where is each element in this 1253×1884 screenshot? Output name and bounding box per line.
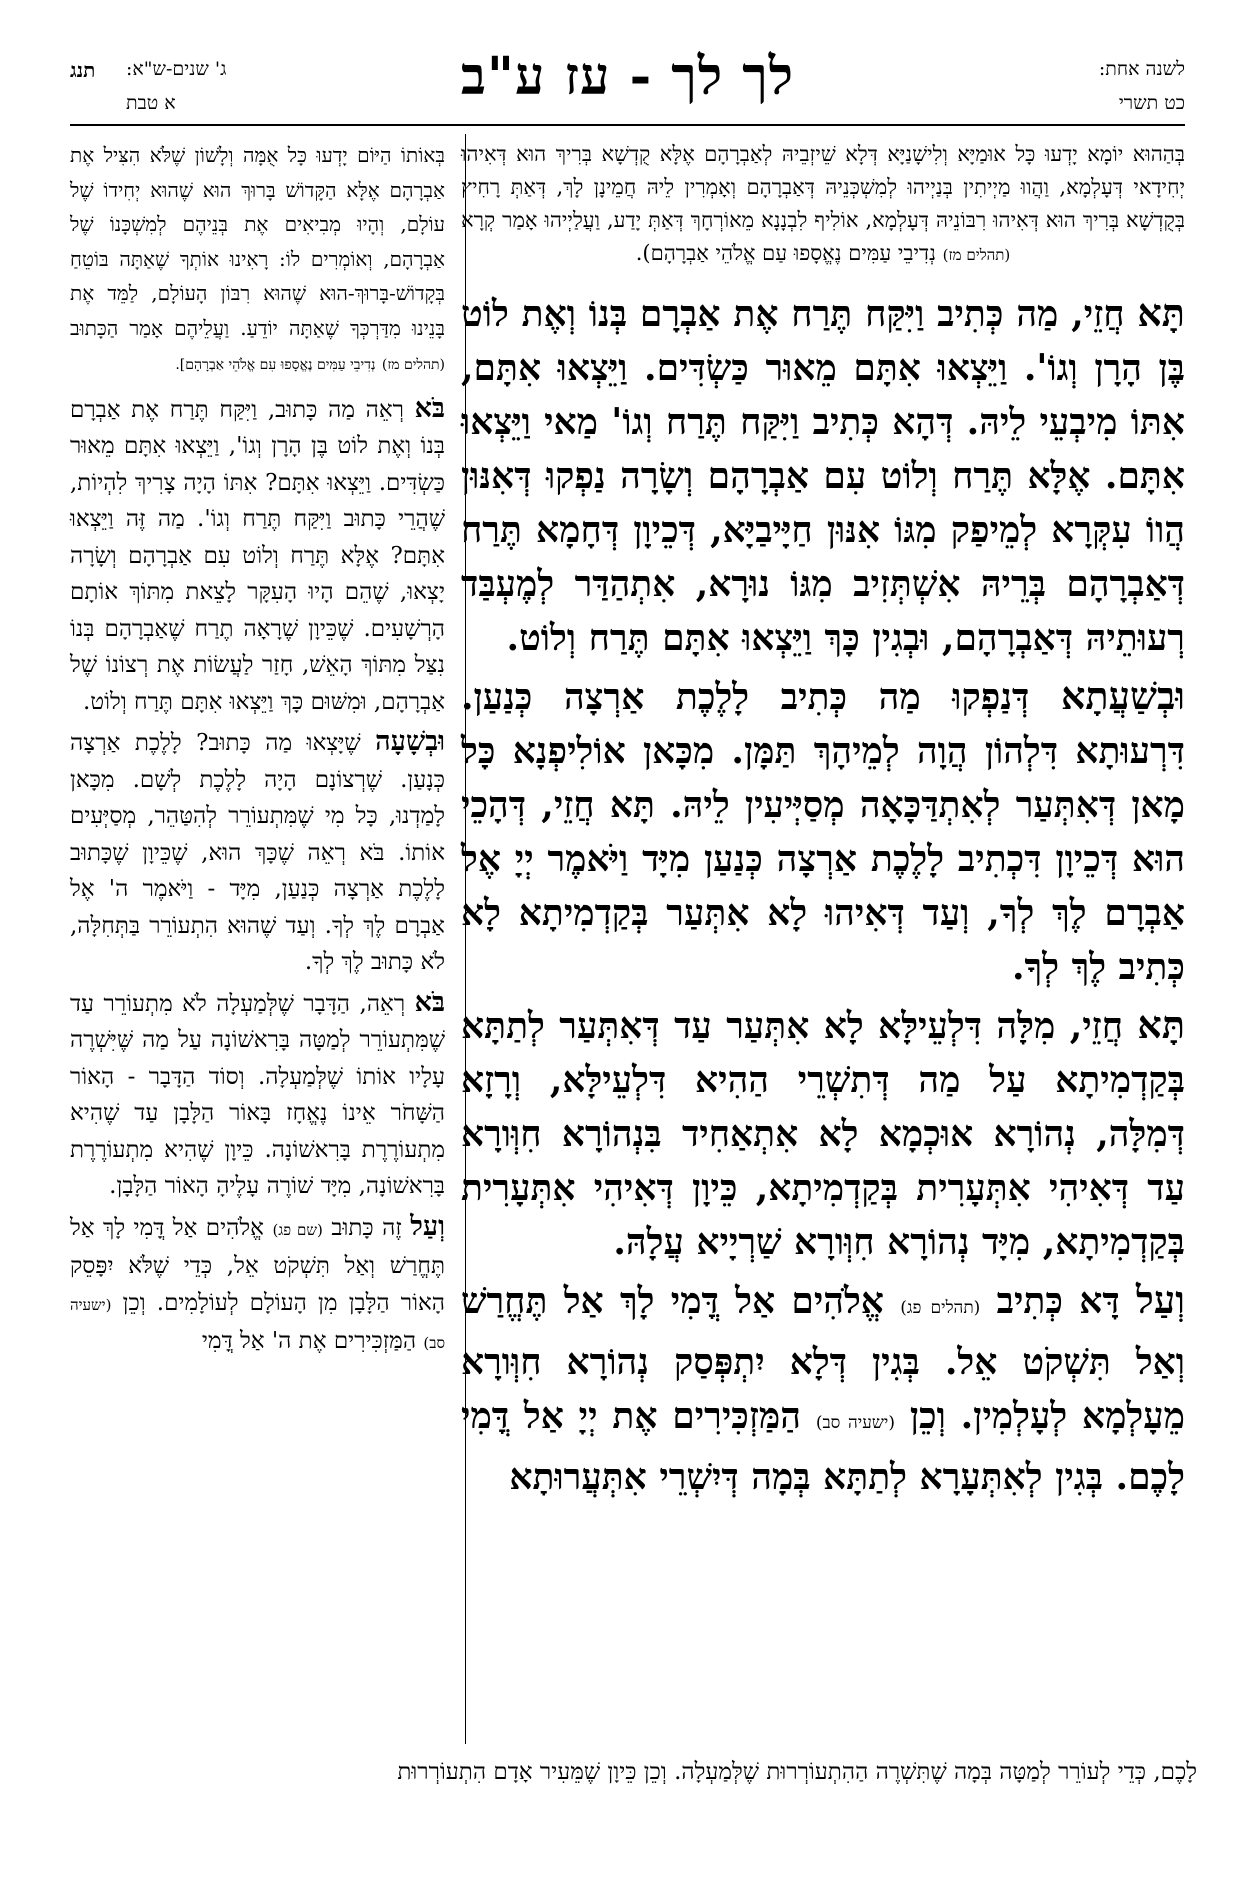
- citation: (ישעיה סב): [70, 1295, 445, 1352]
- bottom-continuation-line: לָכֶם, כְּדֵי לְעוֹרֵר לְמַטָּה בְּמָה שֶׁתִּשְׁרֶה הַהִתְעוֹרְרוּת שֶׁלְּמַעְלָה. וְכֵן כֵּיוָן שֶׁמֵּעִיר אָדָם הִתְעוֹרְרוּת: [397, 1759, 1197, 1785]
- paragraph-lead-word: וּבְשַׁעֲתָא: [1060, 673, 1185, 718]
- paragraph-text: הַמַּזְכִּירִים אֶת יְיָ אַל דֳּמִי לָכֶם. בְּגִין לְאִתְּעָרָא לְתַתָּא בְּמָה דְּיִשְׁרֵי אִתְּעֲרוּתָא: [461, 1395, 1185, 1498]
- paragraph-text: שֶׁיָּצְאוּ מַה כָּתוּב? לָלֶכֶת אַרְצָה כְּנָעַן. שֶׁרְצוֹנָם הָיָה לָלֶכֶת לְשָׁם. מִכָּאן לָמַדְנוּ, כָּל מִי שֶׁמִּתְעוֹרֵר לְהִטַּהֵר, מְסַיְּעִים אוֹתוֹ. בֹּא רְאֵה שֶׁכָּךְ הוּא, שֶׁכֵּיוָן שֶׁכָּתוּב לָלֶכֶת אַרְצָה כְּנַעַן, מִיָּד - וַיֹּאמֶר ה' אֶל אַבְרָם לֶךְ לְךָ. וְעַד שֶׁהוּא הִתְעוֹרֵר בַּתְּחִלָּה, לֹא כָּתוּב לֶךְ לְךָ.: [70, 730, 445, 975]
- translation-paragraph-1: [70, 391, 445, 721]
- zohar-paragraph-3: [461, 998, 1185, 1269]
- paragraph-lead-word: וְעַל: [410, 1210, 446, 1242]
- schedule-three-years: ג' שנים-ש"א:: [126, 58, 227, 80]
- zohar-paragraph-4: [461, 1273, 1185, 1504]
- page-number: תנג: [70, 58, 96, 82]
- translation-text-end: נְדִיבֵי עַמִּים נֶאֱסָפוּ עִם אֱלֹהֵי אַבְרָהָם].: [175, 357, 376, 373]
- citation: (ישעיה סב): [815, 1413, 895, 1433]
- translation-paragraph-4: [70, 1209, 445, 1362]
- citation: (שם פג): [272, 1220, 323, 1239]
- translation-text: בְּאוֹתוֹ הַיּוֹם יָדְעוּ כָּל אֻמָּה וְלָשׁוֹן שֶׁלֹּא הִצִּיל אֶת אַבְרָהָם אֶלָּא הַקָּדוֹשׁ בָּרוּךְ הוּא שֶׁהוּא יְחִידוֹ שֶׁל עוֹלָם, וְהָיוּ מְבִיאִים אֶת בְּנֵיהֶם לְמִשְׁכָּנוֹ שֶׁל אַבְרָהָם, וְאוֹמְרִים לוֹ: רָאִינוּ אוֹתְךָ שֶׁאַתָּה בּוֹטֵחַ בְּקָדוֹשׁ-בָּרוּךְ-הוּא שֶׁהוּא רִבּוֹן הָעוֹלָם, לַמֵּד אֶת בָּנֵינוּ מִדַּרְכְּךָ שֶׁאַתָּה יוֹדֵעַ. וַעֲלֵיהֶם אָמַר הַכָּתוּב: [70, 143, 445, 340]
- intro-citation: (תהלים מז): [942, 246, 1011, 264]
- intro-paragraph: [461, 138, 1185, 272]
- paragraph-text: דְּנַפְקוּ מַה כְּתִיב לָלֶכֶת אַרְצָה כְּנַעַן. דִּרְעוּתָא דִּלְהוֹן הֲוָה לְמֵיהָךְ תַּמָּן. מִכָּאן אוֹלִיפְנָא כָּל מָאן דְּאִתְּעַר לְאִתְדַּכָּאָה מְסַיְּיעִין לֵיהּ. תָּא חֲזֵי, דְּהָכֵי הוּא דְּכֵיוָן דִּכְתִיב לָלֶכֶת אַרְצָה כְּנַעַן מִיָּד וַיֹּאמֶר יְיָ אֶל אַבְרָם לֶךְ לְךָ, וְעַד דְּאִיהוּ לָא אִתְּעַר בְּקַדְמִיתָא לָא כְּתִיב לֶךְ לְךָ.: [461, 676, 1185, 988]
- paragraph-text: חֲזֵי, מִלָּה דִּלְעֵילָּא לָא אִתְּעַר עַד דְּאִתְּעַר לְתַתָּא בְּקַדְמִיתָא עַל מַה דְּתִשְׁרֵי הַהִיא דִּלְעֵילָּא, וְרָזָא דְּמִלָּה, נְהוֹרָא אוּכְמָא לָא אִתְאַחִיד בִּנְהוֹרָא חִוְּורָא עַד דְּאִיהִי אִתְּעָרִית בְּקַדְמִיתָא, כֵּיוָן דְּאִיהִי אִתְּעָרִית בְּקַדְמִיתָא, מִיָּד נְהוֹרָא חִוְּורָא שַׁרְיָיא עֲלָהּ.: [461, 1005, 1185, 1263]
- paragraph-lead-word: וּבְשָׁעָה: [375, 726, 445, 757]
- zohar-paragraph-1: [461, 286, 1185, 665]
- translation-paragraph-2: [70, 724, 445, 981]
- translation-column: [70, 138, 445, 1366]
- header-divider: [70, 124, 1185, 126]
- paragraph-text: הַמַּזְכִּירִים אֶת ה' אַל דֳּמִי: [201, 1328, 417, 1354]
- paragraph-lead-word: וְעַל: [1135, 1277, 1185, 1322]
- paragraph-text: חֲזֵי, מַה כְּתִיב וַיִּקַּח תֶּרַח אֶת אַבְרָם בְּנוֹ וְאֶת לוֹט בֶּן הָרָן וְגוֹ'. וַיֵּצְאוּ אִתָּם מֵאוּר כַּשְׂדִּים. וַיֵּצְאוּ אִתָּם, אִתּוֹ מִיבְעֵי לֵיהּ. דְּהָא כְּתִיב וַיִּקַּח תֶּרַח וְגוֹ' מַאי וַיֵּצְאוּ אִתָּם. אֶלָּא תֶּרַח וְלוֹט עִם אַבְרָהָם וְשָׂרָה נַפְקוּ דְּאִנּוּן הֲווֹ עִקְּרָא לְמֵיפַק מִגּוֹ אִנּוּן חַיָּיבַיָּא, דְּכֵיוָן דְּחָמָא תֶּרַח דְּאַבְרָהָם בְּרֵיהּ אִשְׁתְּזִיב מִגּוֹ נוּרָא, אִתְהַדַּר לְמֶעְבַּד רְעוּתֵיהּ דְּאַבְרָהָם, וּבְגִין כָּךְ וַיֵּצְאוּ אִתָּם תֶּרַח וְלוֹט.: [461, 293, 1185, 659]
- paragraph-text: זֶה כָּתוּב: [331, 1214, 402, 1241]
- schedule-three-years-date: א טבת: [126, 92, 176, 114]
- paragraph-text: רְאֵה, הַדָּבָר שֶׁלְּמַעְלָה לֹא מִתְעוֹרֵר עַד שֶׁמִּתְעוֹרֵר לְמַטָּה בָּרִאשׁוֹנָה עַל מַה שֶּׁיִּשְׁרֶה עָלָיו אוֹתוֹ שֶׁלְּמַעְלָה. וְסוֹד הַדָּבָר - הָאוֹר הַשָּׁחֹר אֵינוֹ נֶאֱחָז בָּאוֹר הַלָּבָן עַד שֶׁהִיא מִתְעוֹרֶרֶת בָּרִאשׁוֹנָה. כֵּיוָן שֶׁהִיא מִתְעוֹרֶרֶת בָּרִאשׁוֹנָה, מִיָּד שׁוֹרֶה עָלֶיהָ הָאוֹר הַלָּבָן.: [70, 990, 445, 1199]
- paragraph-text: אֱלֹהִים אַל דֳּמִי לָךְ אַל תֶּחֱרַשׁ וְאַל תִּשְׁקֹט אֵל, כְּדֵי שֶׁלֹּא יִפָּסֵק הָאוֹר הַלָּבָן מִן הָעוֹלָם לְעוֹלָמִים. וְכֵן: [70, 1214, 445, 1316]
- paragraph-text: אֱלֹהִים אַל דֳּמִי לָךְ אַל תֶּחֱרַשׁ וְאַל תִּשְׁקֹט אֵל. בְּגִין דְּלָא יִתְפְּסַק נְהוֹרָא חִוְּורָא מֵעָלְמָא לְעָלְמִין. וְכֵן: [461, 1280, 1185, 1437]
- translation-intro: [70, 138, 445, 383]
- citation: (תהלים פג): [900, 1298, 981, 1318]
- paragraph-lead-word: תָּא: [1137, 1002, 1185, 1047]
- translation-paragraph-3: [70, 985, 445, 1205]
- paragraph-lead-word: בֹּא: [414, 986, 445, 1018]
- paragraph-lead-word: תָּא: [1137, 290, 1185, 335]
- paragraph-text: דָּא כְּתִיב: [996, 1280, 1120, 1322]
- intro-text: בְּהַהוּא יוֹמָא יָדְעוּ כָּל אוּמַיָּא וְלִישָׁנַיָּא דְּלָא שֵׁיזְבֵיהּ לְאַבְרָהָם אֶלָּא קֻדְשָׁא בְּרִיךְ הוּא דְּאִיהוּ יְחִידָאי דְּעָלְמָא, וַהֲווּ מַיְיתִין בְּנַיְיהוּ לְמִשְׁכְּנֵיהּ דְּאַבְרָהָם וְאָמְרִין לֵיהּ חֲמֵינָן לָךְ, דְּאַתְּ רָחִיץ בְּקֻדְשָׁא בְּרִיךְ הוּא דְּאִיהוּ רִבּוֹנֵיהּ דְּעָלְמָא, אוֹלִיף לִבְנָנָא מֵאוֹרְחָךְ דְּאַתְּ יָדַע, וַעֲלַיְיהוּ אָמַר קְרָא: [461, 142, 1185, 232]
- paragraph-lead-word: בֹּא: [414, 392, 446, 424]
- zohar-paragraph-2: [461, 669, 1185, 994]
- schedule-one-year: לשנה אחת:: [1098, 58, 1185, 80]
- intro-text-end: נְדִיבֵי עַמִּים נֶאֱסָפוּ עַם אֱלֹהֵי אַבְרָהָם).: [635, 241, 936, 265]
- zohar-text-column: [461, 138, 1185, 1508]
- paragraph-text: רְאֵה מַה כָּתוּב, וַיִּקַּח תֶּרַח אֶת אַבְרָם בְּנוֹ וְאֶת לוֹט בֶּן הָרָן וְגוֹ', וַיֵּצְאוּ אִתָּם מֵאוּר כַּשְׂדִּים. וַיֵּצְאוּ אִתָּם? אִתּוֹ הָיָה צָרִיךְ לִהְיוֹת, שֶׁהֲרֵי כָּתוּב וַיִּקַּח תֶּרַח וְגוֹ'. מַה זֶּה וַיֵּצְאוּ אִתָּם? אֶלָּא תֶּרַח וְלוֹט עִם אַבְרָהָם וְשָׂרָה יָצְאוּ, שֶׁהֵם הָיוּ הָעִקָּר לָצֵאת מִתּוֹךְ אוֹתָם הָרְשָׁעִים. שֶׁכֵּיוָן שֶׁרָאָה תֶרַח שֶׁאַבְרָהָם בְּנוֹ נִצַּל מִתּוֹךְ הָאֵשׁ, חָזַר לַעֲשׂוֹת אֶת רְצוֹנוֹ שֶׁל אַבְרָהָם, וּמִשּׁוּם כָּךְ וַיֵּצְאוּ אִתָּם תֶּרַח וְלוֹט.: [70, 396, 445, 715]
- citation: (תהלים מז): [381, 357, 445, 373]
- page-header: [70, 44, 1185, 124]
- page-title: לך לך - עז ע"ב: [460, 46, 795, 107]
- schedule-one-year-date: כט תשרי: [1118, 92, 1185, 114]
